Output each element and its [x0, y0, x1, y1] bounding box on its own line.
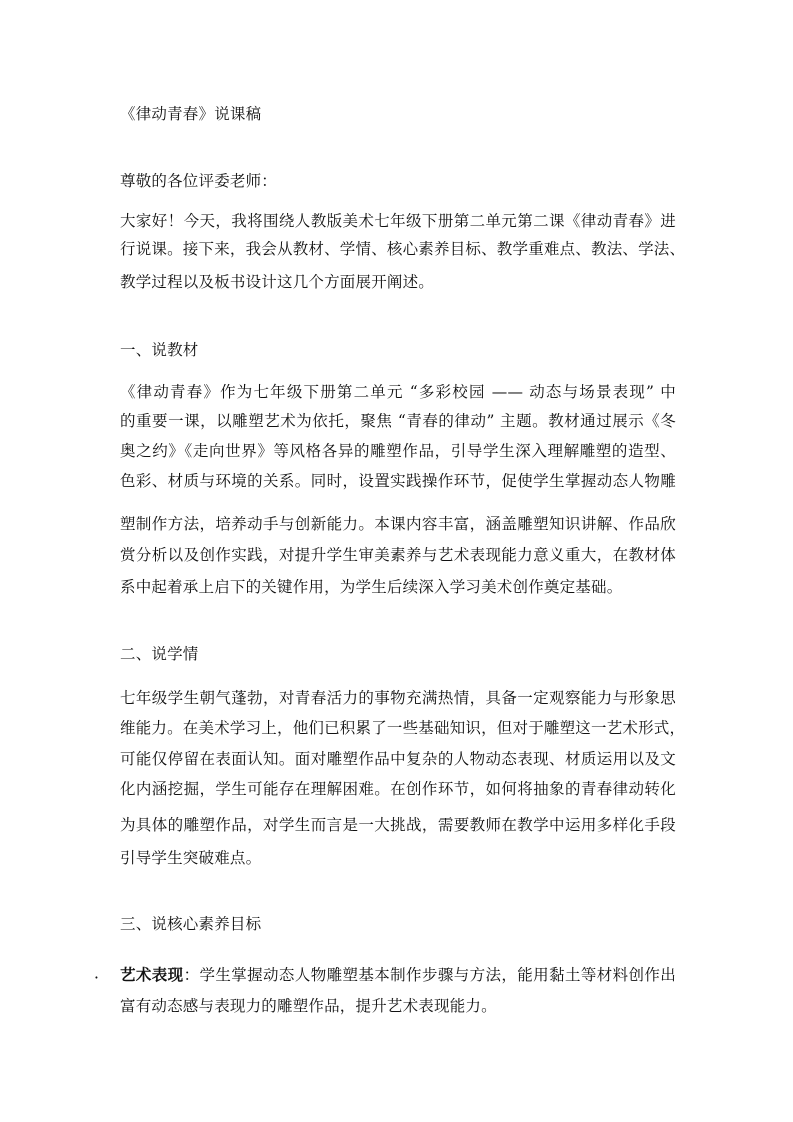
intro-line-3: 教学过程以及板书设计这几个方面展开阐述。 — [120, 273, 435, 291]
textbook-line-3: 奥之约》《走向世界》等风格各异的雕塑作品，引导学生深入理解雕塑的造型、 — [120, 442, 676, 460]
goal-item-line-1 — [120, 965, 676, 985]
textbook-line-1: 《律动青春》作为七年级下册第二单元 “多彩校园 —— 动态与场景表现” 中 — [120, 383, 676, 401]
document-title: 《律动青春》说课稿 — [120, 105, 262, 123]
textbook-line-2: 的重要一课，以雕塑艺术为依托，聚焦 “青春的律动” 主题。教材通过展示《冬 — [120, 412, 676, 430]
students-line-3: 可能仅停留在表面认知。面对雕塑作品中复杂的人物动态表现、材质运用以及文 — [120, 750, 676, 768]
goal-item-text: ：学生掌握动态人物雕塑基本制作步骤与方法，能用黏土等材料创作出 — [183, 966, 677, 984]
intro-line-1: 大家好！今天，我将围绕人教版美术七年级下册第二单元第二课《律动青春》进 — [120, 212, 676, 230]
students-line-4: 化内涵挖掘，学生可能存在理解困难。在创作环节，如何将抽象的青春律动转化 — [120, 780, 676, 798]
list-bullet: · — [94, 969, 99, 987]
students-line-2: 维能力。在美术学习上，他们已积累了一些基础知识，但对于雕塑这一艺术形式， — [120, 719, 686, 737]
goal-item-label: 艺术表现 — [120, 965, 184, 984]
goal-item-line-2: 富有动态感与表现力的雕塑作品，提升艺术表现能力。 — [120, 997, 497, 1015]
textbook-line-6: 赏分析以及创作实践，对提升学生审美素养与艺术表现能力意义重大，在教材体 — [120, 546, 676, 564]
textbook-line-4: 色彩、材质与环境的关系。同时，设置实践操作环节，促使学生掌握动态人物雕 — [120, 472, 676, 490]
section-heading-goals: 三、说核心素养目标 — [120, 915, 262, 933]
students-line-5: 为具体的雕塑作品，对学生而言是一大挑战，需要教师在教学中运用多样化手段 — [120, 816, 676, 834]
textbook-line-7: 系中起着承上启下的关键作用，为学生后续深入学习美术创作奠定基础。 — [120, 578, 623, 596]
salutation: 尊敬的各位评委老师： — [120, 172, 278, 190]
section-heading-students: 二、说学情 — [120, 645, 199, 663]
textbook-line-5: 塑制作方法，培养动手与创新能力。本课内容丰富，涵盖雕塑知识讲解、作品欣 — [120, 515, 676, 533]
section-heading-textbook: 一、说教材 — [120, 341, 199, 359]
students-line-6: 引导学生突破难点。 — [120, 849, 262, 867]
intro-line-2: 行说课。接下来，我会从教材、学情、核心素养目标、教学重难点、教法、学法、 — [120, 240, 686, 258]
students-line-1: 七年级学生朝气蓬勃，对青春活力的事物充满热情，具备一定观察能力与形象思 — [120, 689, 676, 707]
